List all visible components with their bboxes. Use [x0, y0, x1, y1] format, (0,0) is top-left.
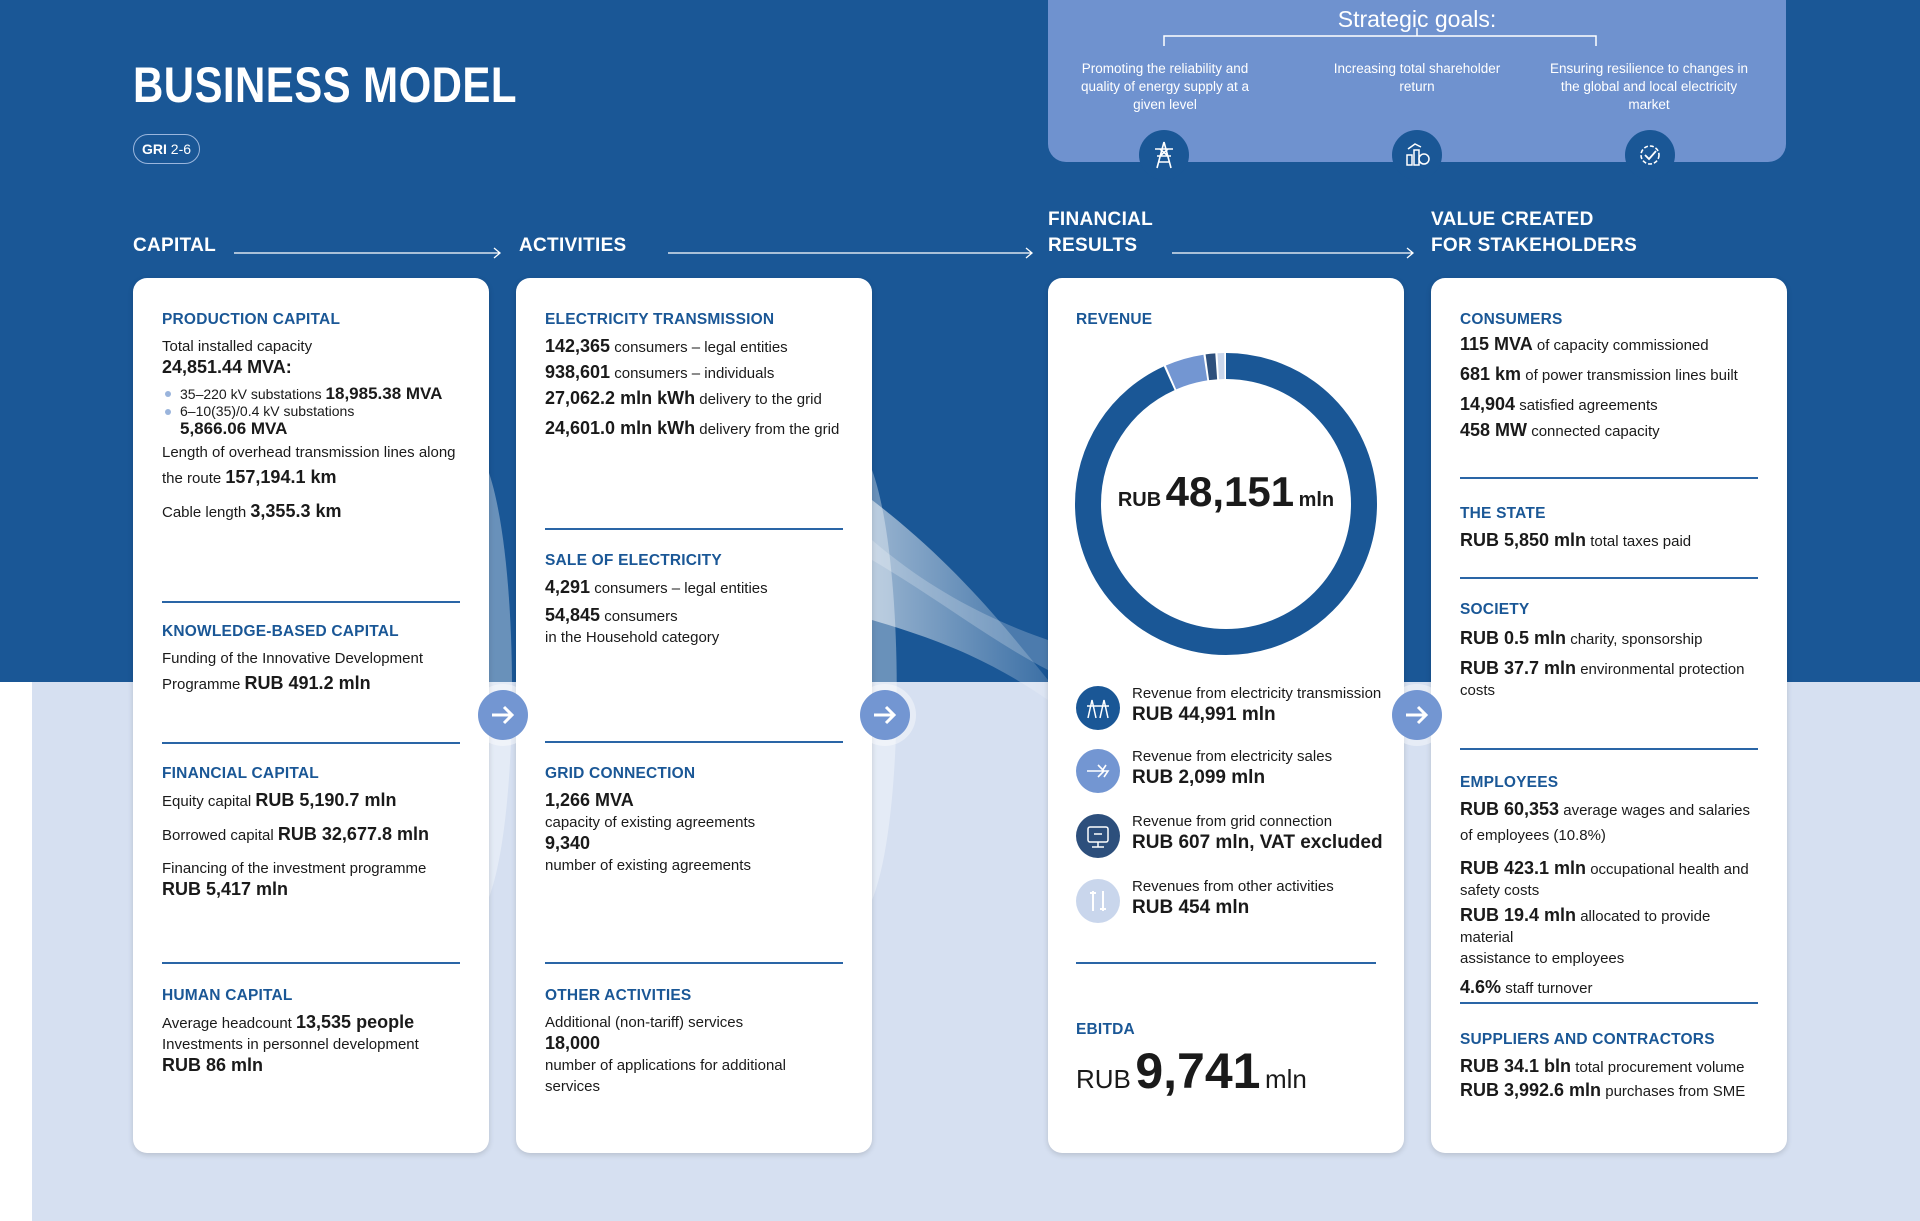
- other-activities: OTHER ACTIVITIES Additional (non-tariff) services 18,000 number of applications for additional services: [545, 987, 786, 1095]
- strategic-goals-title: Strategic goals:: [1337, 6, 1497, 32]
- value-created-card: [1431, 278, 1787, 1153]
- transmission-icon: [1076, 686, 1120, 730]
- revenue-section: REVENUE: [1076, 311, 1153, 328]
- electricity-transmission: ELECTRICITY TRANSMISSION 142,365 consumers – legal entities 938,601 consumers – individuals 27,062.2 mln kWh delivery to the grid 24,601.0 mln kWh delivery from the grid: [545, 311, 840, 438]
- divider: [162, 962, 460, 964]
- revenue-other: Revenues from other activities RUB 454 mln: [1076, 875, 1396, 927]
- revenue-transmission: Revenue from electricity transmission RUB 44,991 mln: [1076, 682, 1396, 734]
- tools-icon: [1076, 879, 1120, 923]
- grid-connection: GRID CONNECTION 1,266 MVA capacity of existing agreements 9,340 number of existing agreements: [545, 765, 756, 874]
- column-value-created: VALUE CREATED FOR STAKEHOLDERS: [1431, 209, 1638, 256]
- grid-connection-icon: [1076, 814, 1120, 858]
- knowledge-capital: KNOWLEDGE-BASED CAPITAL Funding of the Innovative Development Programme RUB 491.2 mln: [162, 623, 423, 693]
- revenue-grid-connection: Revenue from grid connection RUB 607 mln, VAT excluded: [1076, 810, 1396, 862]
- state-section: THE STATE RUB 5,850 mln total taxes paid: [1460, 505, 1692, 550]
- revenue-total: RUB 48,151 mln: [1117, 468, 1335, 515]
- production-capital: PRODUCTION CAPITAL Total installed capacity 24,851.44 MVA: 35–220 kV substations 18,985.38 MVA 6–10(35)/0.4 kV substations 5,866.06 MVA Length of overhead transmission lines along the route 157,194.1 km Cable length 3,355.3 km: [162, 310, 460, 523]
- divider: [1460, 1002, 1758, 1004]
- divider: [545, 741, 843, 743]
- list-item: 6–10(35)/0.4 kV substations 5,866.06 MVA: [162, 403, 460, 438]
- substation-list: [162, 385, 460, 438]
- divider: [545, 962, 843, 964]
- goal-shareholder-return: Increasing total shareholder return: [1333, 61, 1501, 94]
- page-title: BUSINESS MODEL: [133, 57, 517, 113]
- column-capital: CAPITAL: [133, 235, 217, 256]
- column-activities: ACTIVITIES: [519, 235, 627, 256]
- divider: [1460, 577, 1758, 579]
- capital-card: [133, 278, 489, 1153]
- ebitda-section: EBITDA RUB 9,741 mln: [1076, 1020, 1375, 1100]
- human-capital: HUMAN CAPITAL Average headcount 13,535 people Investments in personnel development RUB 86 mln: [162, 987, 419, 1075]
- suppliers-section: SUPPLIERS AND CONTRACTORS RUB 34.1 bln total procurement volume RUB 3,992.6 mln purchases from SME: [1460, 1031, 1746, 1100]
- goal-reliability: Promoting the reliability and quality of energy supply at a given level: [1080, 61, 1250, 112]
- employees-section: EMPLOYEES RUB 60,353 average wages and salaries of employees (10.8%) RUB 423.1 mln occupational health and safety costs RUB 19.4 mln allocated to provide material assistance to employees 4.6% staff turnover: [1460, 774, 1751, 997]
- arrow-right-icon: [860, 690, 910, 740]
- divider: [545, 528, 843, 530]
- sales-icon: [1076, 749, 1120, 793]
- divider: [1076, 962, 1376, 964]
- arrow-right-icon: [478, 690, 528, 740]
- ebitda-value: RUB 9,741 mln: [1076, 1043, 1307, 1099]
- divider: [162, 601, 460, 603]
- society-section: SOCIETY RUB 0.5 mln charity, sponsorship RUB 37.7 mln environmental protection costs: [1460, 601, 1745, 699]
- gri-badge: GRI 2-6: [133, 134, 200, 164]
- sale-of-electricity: SALE OF ELECTRICITY 4,291 consumers – legal entities 54,845 consumers in the Household category: [545, 552, 768, 646]
- column-arrows: [0, 0, 1920, 300]
- activities-card: [516, 278, 872, 1153]
- consumers-section: CONSUMERS 115 MVA of capacity commissioned 681 km of power transmission lines built 14,904 satisfied agreements 458 MW connected capacity: [1460, 311, 1738, 440]
- goal-resilience: Ensuring resilience to changes in the global and local electricity market: [1549, 61, 1749, 112]
- financial-results-card: [1048, 278, 1404, 1153]
- financial-capital: FINANCIAL CAPITAL Equity capital RUB 5,190.7 mln Borrowed capital RUB 32,677.8 mln Financing of the investment programme RUB 5,417 mln: [162, 765, 429, 899]
- revenue-sales: Revenue from electricity sales RUB 2,099 mln: [1076, 745, 1396, 797]
- arrow-right-icon: [1392, 690, 1442, 740]
- divider: [1460, 477, 1758, 479]
- divider: [1460, 748, 1758, 750]
- divider: [162, 742, 460, 744]
- column-financial-results: FINANCIAL RESULTS: [1048, 209, 1154, 256]
- list-item: 35–220 kV substations 18,985.38 MVA: [162, 385, 460, 403]
